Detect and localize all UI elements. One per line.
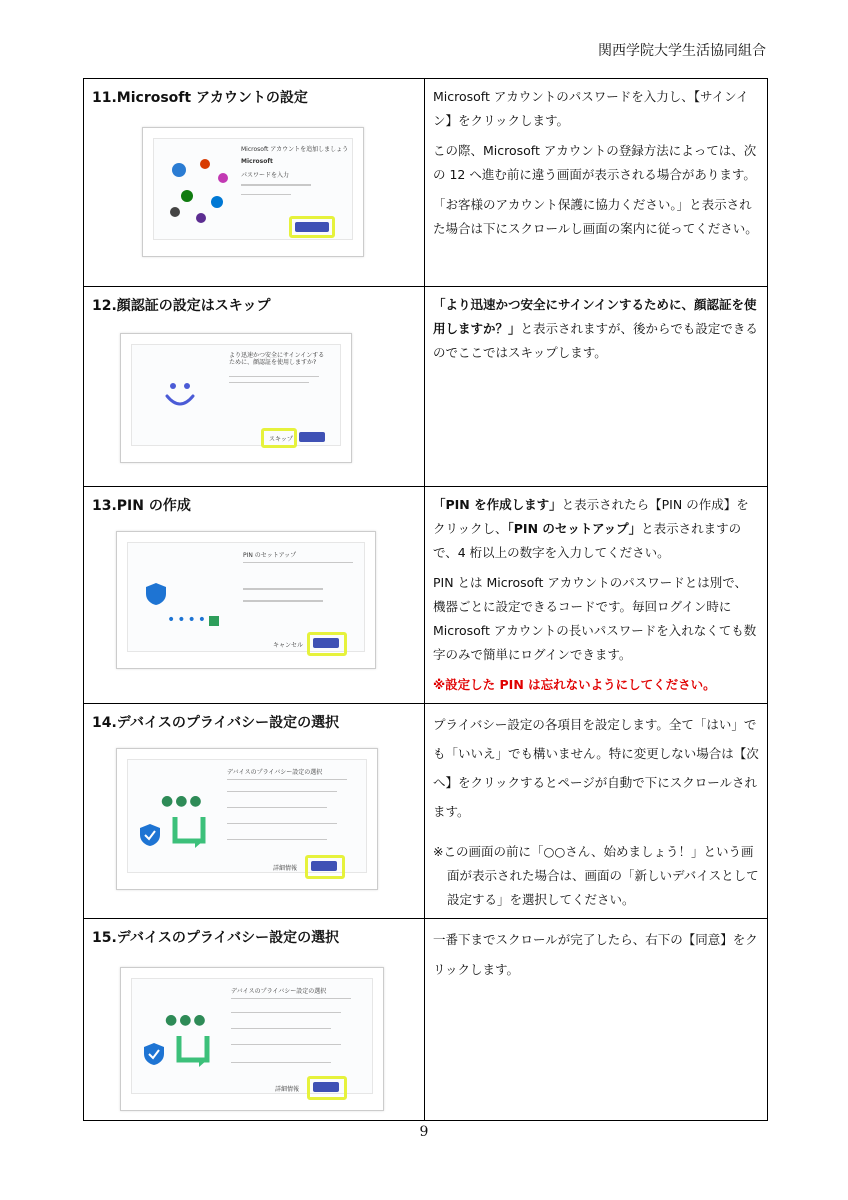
app-icons-cluster <box>165 156 235 226</box>
pin-warning: ※設定した PIN は忘れないようにしてください。 <box>433 677 716 692</box>
organization-header: 関西学院大学生活協同組合 <box>598 43 766 59</box>
page-number: 9 <box>419 1124 429 1140</box>
pin-input[interactable] <box>243 588 323 590</box>
chat-dots-icon: ●●● <box>161 793 204 809</box>
step-12-description: 「より迅速かつ安全にサインインするために、顔認証を使用しますか？」と表示されますが、後からでも設定できるのでここではスキップします。 <box>433 297 758 360</box>
screenshot-heading: より迅速かつ安全にサインインするために、顔認証を使用しますか? <box>229 352 325 366</box>
step-13-description: 「PIN を作成します」と表示されたら【PIN の作成】をクリックし、「PIN のセットアップ」と表示されますので、4 桁以上の数字を入力してください。 PIN とは Microsoft アカウントのパスワードとは別で、機器ごとに設定できるコードです。毎回ログイン時に Microsoft アカウントの長いパスワードを入れなくても数字のみで簡単にログインできます。 ※設定した PIN は忘れないようにしてください。 <box>425 487 767 697</box>
step-13-right <box>425 487 768 704</box>
step-row-13 <box>84 487 768 704</box>
step-13-title: 13.PIN の作成 <box>92 498 191 514</box>
pin-pad-icon <box>209 616 219 626</box>
step-14-screenshot <box>116 748 378 890</box>
step-15-right <box>425 919 768 1121</box>
step-11-left <box>84 79 425 287</box>
highlight-box <box>305 855 345 879</box>
chat-dots-icon: ●●● <box>165 1012 208 1028</box>
step-13-left <box>84 487 425 704</box>
pin-confirm-input[interactable] <box>243 600 323 602</box>
step-13-screenshot <box>116 531 376 669</box>
step-12-title: 12.顔認証の設定はスキップ <box>92 298 271 314</box>
step-15-description: 一番下までスクロールが完了したら、右下の【同意】をクリックします。 <box>433 932 758 977</box>
step-14-left <box>84 704 425 919</box>
step-row-12 <box>84 287 768 487</box>
more-info-link[interactable]: 詳細情報 <box>273 865 298 872</box>
smiley-face-icon <box>163 378 197 412</box>
pin-dots-icon: •••• <box>167 612 209 628</box>
chat-bubble-icon <box>175 1034 215 1068</box>
step-row-15 <box>84 919 768 1121</box>
highlight-box <box>307 1076 347 1100</box>
step-15-screenshot <box>120 967 384 1111</box>
step-11-screenshot <box>142 127 364 257</box>
step-row-11 <box>84 79 768 287</box>
step-14-title: 14.デバイスのプライバシー設定の選択 <box>92 715 340 731</box>
screenshot-field-label: パスワードを入力 <box>241 172 290 179</box>
privacy-shield-icon <box>139 823 161 847</box>
step-12-screenshot <box>120 333 352 463</box>
step-12-right <box>425 287 768 487</box>
step-14-right <box>425 704 768 919</box>
skip-button[interactable]: スキップ <box>269 436 293 443</box>
screenshot-brand: Microsoft <box>241 158 273 165</box>
screenshot-heading: PIN のセットアップ <box>243 552 297 559</box>
screenshot-heading: デバイスのプライバシー設定の選択 <box>231 988 327 995</box>
chat-bubble-icon <box>171 815 211 849</box>
step-11-title: 11.Microsoft アカウントの設定 <box>92 90 308 106</box>
cancel-button[interactable]: キャンセル <box>273 642 304 649</box>
steps-table <box>83 78 768 1121</box>
step-11-description: Microsoft アカウントのパスワードを入力し、【サインイン】をクリックします。 この際、Microsoft アカウントの登録方法によっては、次の 12 へ進む前に違う画面が表示される場合があります。 「お客様のアカウント保護に協力ください。」と表示された場合は下にスクロールし画面の案内に従ってください。 <box>433 89 758 236</box>
step-15-title: 15.デバイスのプライバシー設定の選択 <box>92 930 340 946</box>
key-shield-icon <box>145 582 167 606</box>
privacy-shield-icon <box>143 1042 165 1066</box>
highlight-box <box>289 216 335 238</box>
highlight-box <box>261 428 297 448</box>
step-15-left <box>84 919 425 1121</box>
step-11-right <box>425 79 768 287</box>
next-button[interactable] <box>299 432 325 442</box>
screenshot-heading: Microsoft アカウントを追加しましょう <box>241 146 349 153</box>
step-12-left <box>84 287 425 487</box>
step-14-description: プライバシー設定の各項目を設定します。全て「はい」でも「いいえ」でも構いません。特に変更しない場合は【次へ】をクリックするとページが自動で下にスクロールされます。 ※この画面の前に「○○さん、始めましょう！」という画面が表示された場合は、画面の「新しいデバイスとして設定する」を選択してください。 <box>433 717 759 907</box>
screenshot-heading: デバイスのプライバシー設定の選択 <box>227 769 323 776</box>
highlight-box <box>307 632 347 656</box>
step-row-14 <box>84 704 768 919</box>
more-info-link[interactable]: 詳細情報 <box>275 1086 300 1093</box>
